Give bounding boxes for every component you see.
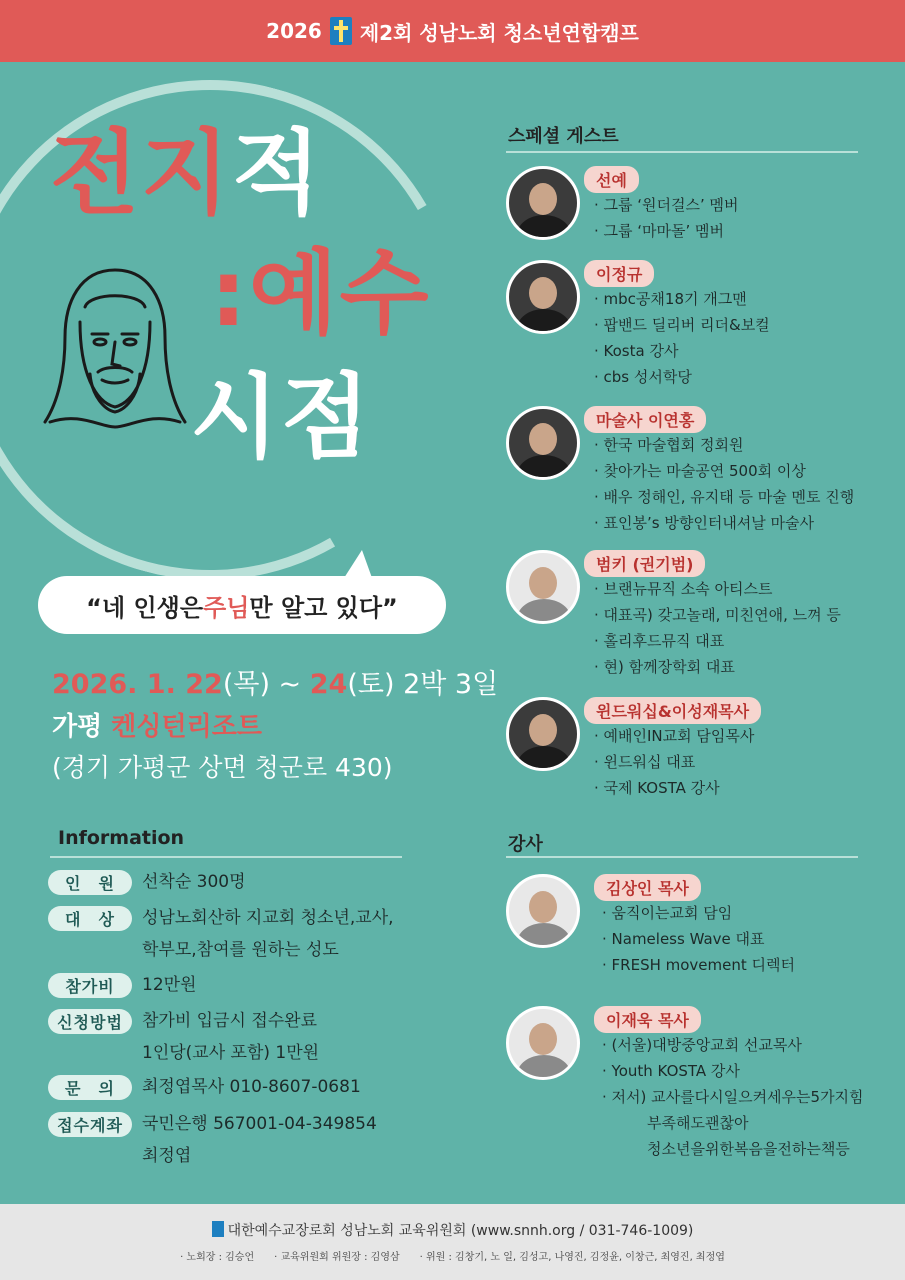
information-title: Information	[58, 827, 185, 849]
guest-photo	[506, 550, 580, 624]
info-label: 참가비	[48, 973, 132, 998]
event-venue: 가평 켄싱턴리조트	[52, 712, 262, 742]
divider	[506, 856, 858, 858]
speaker-name: 김상인 목사	[594, 874, 701, 901]
guest-name: 마술사 이연홍	[584, 406, 706, 433]
guest-photo	[506, 406, 580, 480]
quote-bubble: “네 인생은 주님 만 알고 있다”	[38, 576, 446, 634]
cross-logo-icon	[212, 1221, 224, 1237]
jesus-face-illustration	[40, 262, 190, 432]
speaker-details: · (서울)대방중앙교회 선교목사 · Youth KOSTA 강사 · 저서) 교사를다시일으켜세우는5가지힘 부족해도괜찮아 청소년을위한복음을전하는책등	[602, 1036, 864, 1158]
guest-details: · 한국 마술협회 정회원 · 찾아가는 마술공연 500회 이상 · 배우 정해인, 유지태 등 마술 멘토 진행 · 표인봉’s 방향인터내셔날 마술사	[594, 436, 855, 532]
info-row: 신청방법 참가비 입금시 접수완료 1인당(교사 포함) 1만원	[48, 1009, 319, 1069]
main-title-line3: 시점	[190, 364, 372, 471]
guest-details: · mbc공채18기 개그맨 · 팝밴드 딜리버 리더&보컬 · Kosta 강사 · cbs 성서학당	[594, 290, 770, 386]
header-bar	[0, 0, 905, 62]
guest-name: 선예	[584, 166, 639, 193]
info-row: 문 의 최정엽목사 010-8607-0681	[48, 1075, 361, 1103]
footer	[0, 1204, 905, 1280]
guest-photo	[506, 697, 580, 771]
main-title-line2: :예수	[210, 240, 431, 347]
info-label: 신청방법	[48, 1009, 132, 1034]
guest-photo	[506, 260, 580, 334]
info-row: 대 상 성남노회산하 지교회 청소년,교사, 학부모,참여를 원하는 성도	[48, 906, 394, 966]
footer-organization: 대한예수교장로회 성남노회 교육위원회 (www.snnh.org / 031-746-1009)	[0, 1220, 905, 1240]
info-row: 접수계좌 국민은행 567001-04-349854 최정엽	[48, 1112, 377, 1172]
guest-details: · 그룹 ‘원더걸스’ 멤버 · 그룹 ‘마마돌’ 멤버	[594, 196, 739, 240]
info-label: 문 의	[48, 1075, 132, 1100]
guest-photo	[506, 166, 580, 240]
info-label: 대 상	[48, 906, 132, 931]
header-year: 2026	[266, 19, 322, 43]
speakers-title: 강사	[508, 834, 543, 855]
footer-committee: · 노회장 : 김승언 · 교육위원회 위원장 : 김영삼 · 위원 : 김창기, 노 일, 김성고, 나영진, 김정윤, 이창근, 최영진, 최정엽	[180, 1252, 725, 1263]
guest-name: 이정규	[584, 260, 654, 287]
guest-details: · 예배인IN교회 담임목사 · 윈드워십 대표 · 국제 KOSTA 강사	[594, 727, 755, 797]
speaker-details: · 움직이는교회 담임 · Nameless Wave 대표 · FRESH movement 디렉터	[602, 904, 795, 974]
cross-logo-icon	[330, 17, 352, 45]
info-row: 인 원 선착순 300명	[48, 870, 246, 898]
divider	[506, 151, 858, 153]
divider	[50, 856, 402, 858]
main-title-line1: 전지적	[50, 120, 323, 227]
guest-name: 범키 (권기범)	[584, 550, 705, 577]
guest-name: 윈드워십&이성재목사	[584, 697, 761, 724]
speaker-name: 이재욱 목사	[594, 1006, 701, 1033]
event-address: (경기 가평군 상면 청군로 430)	[52, 753, 393, 782]
speaker-photo	[506, 874, 580, 948]
speaker-photo	[506, 1006, 580, 1080]
special-guests-title: 스페셜 게스트	[508, 126, 619, 147]
header-title: 제2회 성남노회 청소년연합캠프	[359, 20, 639, 45]
info-label: 인 원	[48, 870, 132, 895]
guest-details: · 브랜뉴뮤직 소속 아티스트 · 대표곡) 갖고놀래, 미친연애, 느껴 등 · 홀리후드뮤직 대표 · 현) 함께장학회 대표	[594, 580, 841, 676]
event-date: 2026. 1. 22(목) ~ 24(토) 2박 3일	[52, 669, 499, 700]
info-label: 접수계좌	[48, 1112, 132, 1137]
info-row: 참가비 12만원	[48, 973, 196, 1001]
